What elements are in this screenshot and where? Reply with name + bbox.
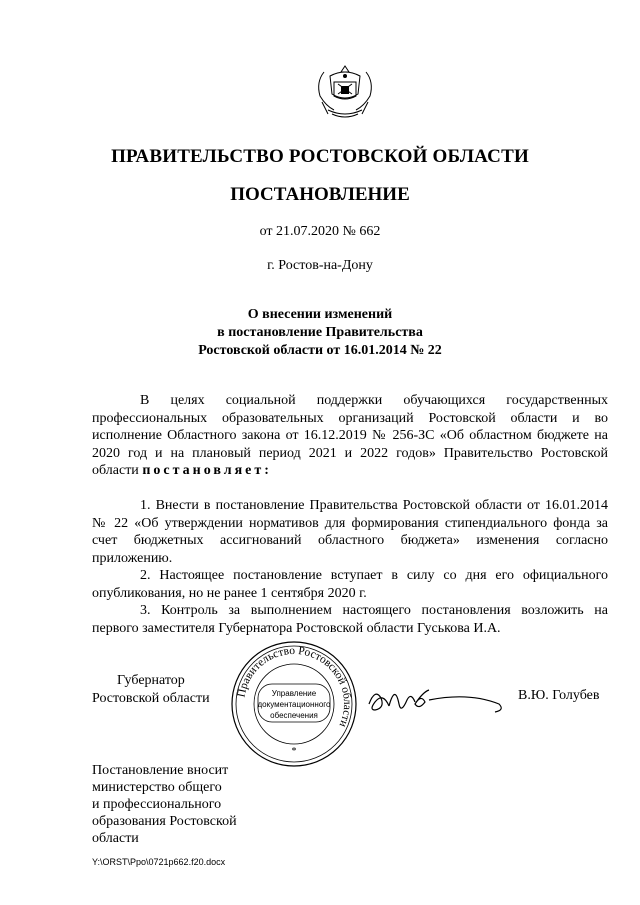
- introduced-line-3: и профессионального: [92, 797, 222, 812]
- resolves-word: постановляет:: [142, 463, 272, 478]
- title-line-1: О внесении изменений: [247, 307, 393, 322]
- introduced-by: [92, 762, 237, 847]
- preamble-text: В целях социальной поддержки обучающихся государственных профессиональных образовательных организаций Ростовской области и во исполнение Областного закона от 16.12.2019 № 256-ЗС «Об областном бюджете на 2020 год и на плановый период 2021 и 2022 годов» Правительство Ростовской области: [92, 393, 608, 478]
- city: г. Ростов-на-Дону: [267, 258, 373, 273]
- introduced-line-5: области: [92, 831, 139, 846]
- item-2: 2. Настоящее постановление вступает в силу со дня его официального опубликования, но не ранее 1 сентября 2020 г.: [92, 568, 608, 601]
- position-line-1: Губернатор: [117, 673, 185, 688]
- title-line-3: Ростовской области от 16.01.2014 № 22: [198, 343, 442, 358]
- item-3: 3. Контроль за выполнением настоящего постановления возложить на первого заместителя Губернатора Ростовской области Гуськова И.А.: [92, 603, 608, 636]
- stamp-line-3: обеспечения: [270, 711, 318, 720]
- signatory-position: [92, 672, 210, 708]
- title-line-2: в постановление Правительства: [217, 325, 423, 340]
- item-1: 1. Внести в постановление Правительства Ростовской области от 16.01.2014 № 22 «Об утверждении нормативов для формирования стипендиального фонда за счет бюджетных ассигнований областного бюджета» изменения согласно приложению.: [92, 498, 608, 566]
- stamp-line-2: документационного: [257, 700, 331, 709]
- stamp-ring-text: Правительство Ростовской области: [235, 644, 354, 729]
- preamble-paragraph: [92, 392, 608, 480]
- file-path: Y:\ORST\Ppo\0721p662.f20.docx: [92, 857, 226, 867]
- introduced-line-1: Постановление вносит: [92, 763, 229, 778]
- stamp-star: *: [291, 746, 297, 757]
- introduced-line-4: образования Ростовской: [92, 814, 237, 829]
- introduced-line-2: министерство общего: [92, 780, 222, 795]
- document-title: [0, 306, 640, 360]
- official-stamp: [230, 640, 358, 768]
- date-number: от 21.07.2020 № 662: [259, 224, 381, 239]
- handwritten-signature: [365, 680, 505, 720]
- government-name: ПРАВИТЕЛЬСТВО РОСТОВСКОЙ ОБЛАСТИ: [111, 146, 529, 167]
- signatory-name: В.Ю. Голубев: [518, 688, 600, 703]
- position-line-2: Ростовской области: [92, 691, 210, 706]
- coat-of-arms-icon: [310, 62, 380, 122]
- document-type: ПОСТАНОВЛЕНИЕ: [230, 184, 410, 205]
- stamp-line-1: Управление: [271, 689, 317, 698]
